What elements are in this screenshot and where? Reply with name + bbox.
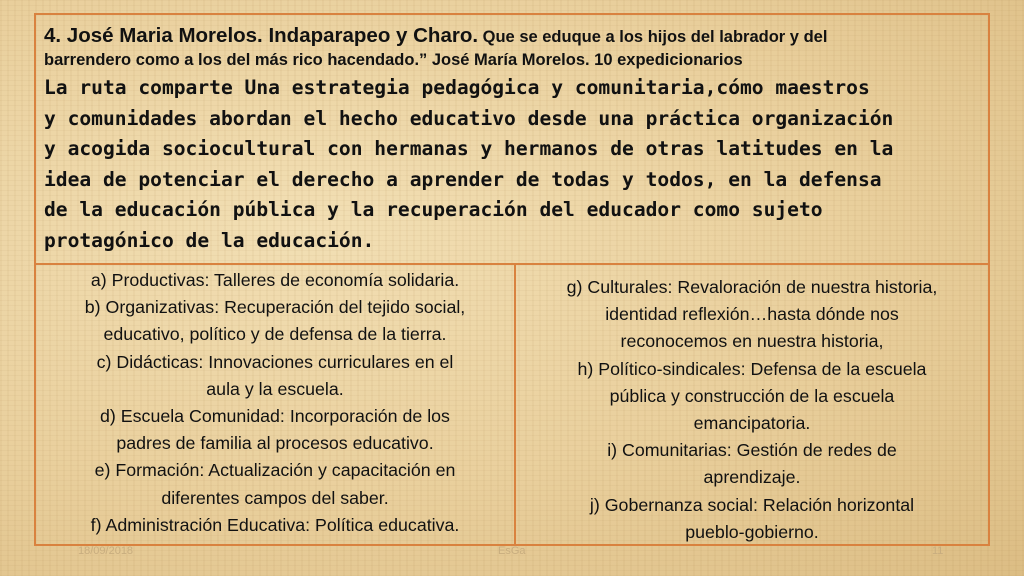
list-item: pública y construcción de la escuela [609, 385, 895, 406]
description-paragraph [44, 73, 988, 256]
list-item: a) Productivas: Talleres de economía solidaria. [90, 270, 460, 290]
list-item: reconocemos en nuestra historia, [620, 331, 884, 352]
paragraph-line: y acogida sociocultural con hermanas y hermanos de otras latitudes en la [44, 137, 894, 160]
list-item: c) Didácticas: Innovaciones curriculares en el [96, 351, 454, 372]
list-item: b) Organizativas: Recuperación del tejido social, [84, 297, 466, 318]
list-item: identidad reflexión…hasta dónde nos [605, 304, 899, 325]
list-item: f) Administración Educativa: Política educativa. [90, 514, 460, 535]
footer-date: 18/09/2018 [78, 545, 134, 557]
list-item: g) Culturales: Revaloración de nuestra historia, [566, 277, 938, 297]
paragraph-line: y comunidades abordan el hecho educativo desde una práctica organización [44, 106, 894, 130]
list-item: d) Escuela Comunidad: Incorporación de los [100, 406, 450, 427]
paragraph-line: La ruta comparte Una estrategia pedagógica y comunitaria,cómo maestros [44, 76, 870, 99]
list-item: padres de familia al procesos educativo. [116, 433, 434, 454]
content-table [34, 13, 990, 546]
title-quote: Que se eduque a los hijos del labrador y del [478, 28, 828, 46]
list-item: educativo, político y de defensa de la tierra. [103, 324, 447, 345]
title-subtitle: barrendero como a los del más rico hacendado.” José María Morelos. 10 expedicionarios [44, 51, 743, 69]
footer-page-number: 11 [932, 545, 944, 557]
paragraph-line: protagónico de la educación. [44, 228, 375, 252]
list-item: h) Político-sindicales: Defensa de la escuela [577, 358, 927, 379]
right-list-cell [516, 265, 988, 544]
paragraph-line: idea de potenciar el derecho a aprender de todas y todos, en la defensa [44, 167, 882, 191]
header-cell [36, 15, 988, 265]
title-main: 4. José Maria Morelos. Indaparapeo y Charo. [44, 24, 479, 47]
paragraph-line: de la educación pública y la recuperación del educador como sujeto [44, 198, 823, 221]
slide-title [44, 24, 988, 49]
list-item: aula y la escuela. [206, 378, 344, 399]
list-item: e) Formación: Actualización y capacitación en [94, 460, 456, 481]
list-item: aprendizaje. [703, 467, 801, 488]
list-item: pueblo-gobierno. [685, 521, 819, 542]
list-item: emancipatoria. [693, 413, 811, 434]
list-item: j) Gobernanza social: Relación horizontal [589, 494, 915, 515]
left-list-cell [36, 265, 516, 544]
list-item: diferentes campos del saber. [161, 487, 389, 508]
footer-author: EsGa [498, 545, 526, 557]
list-item: i) Comunitarias: Gestión de redes de [607, 440, 897, 461]
